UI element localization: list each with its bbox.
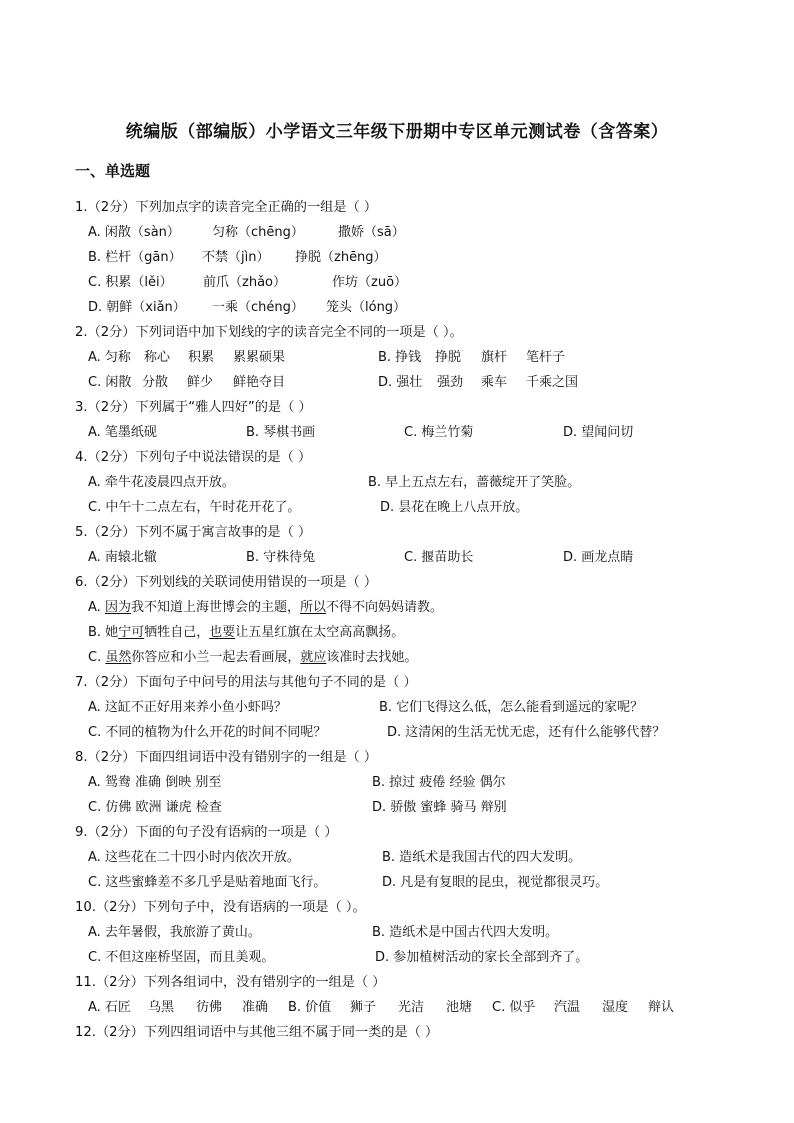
- q2-option-c: C. 闲散: [88, 375, 132, 390]
- q11-option-c-3: 湿度: [602, 1000, 629, 1015]
- q4-option-b: B. 早上五点左右，蔷薇绽开了笑脸。: [368, 475, 581, 490]
- q6-a-middle: 我不知道上海世博会的主题，: [130, 600, 300, 615]
- q1-option-a-3: 撒娇（sā）: [338, 225, 405, 240]
- q11-option-a: A. 石匠: [88, 1000, 131, 1015]
- section-heading: 一、单选题: [75, 162, 151, 180]
- q2-option-d-2: 强劲: [437, 375, 464, 390]
- q6-a-suffix: 不得不向妈妈请教。: [325, 600, 443, 615]
- q1-option-b: B. 栏杆（gān）: [88, 250, 182, 265]
- q2-option-b-3: 旗杆: [481, 350, 508, 365]
- q6-a-conj-1: 因为: [104, 600, 131, 615]
- q2-option-d-4: 千乘之国: [526, 375, 579, 390]
- q1-option-a: A. 闲散（sàn）: [88, 225, 180, 240]
- question-2-stem: 2.（2分）下列词语中加下划线的字的读音完全不同的一项是（ ）。: [75, 325, 463, 340]
- question-11-stem: 11.（2分）下列各组词中，没有错别字的一组是（ ）: [75, 975, 386, 990]
- q2-option-d: D. 强壮: [378, 375, 423, 390]
- q10-option-d: D. 参加植树活动的家长全部到齐了。: [375, 950, 589, 965]
- q7-option-a: A. 这缸不正好用来养小鱼小虾吗？: [88, 700, 287, 715]
- q1-option-d: D. 朝鲜（xiǎn）: [88, 300, 186, 315]
- q6-b-prefix: B. 她: [88, 625, 119, 640]
- q2-option-c-4: 鲜艳夺目: [233, 375, 286, 390]
- q11-option-c-4: 辩认: [648, 1000, 675, 1015]
- q9-option-c: C. 这些蜜蜂差不多几乎是贴着地面飞行。: [88, 875, 327, 890]
- q7-option-c: C. 不同的植物为什么开花的时间不同呢？: [88, 725, 327, 740]
- q2-option-b: B. 挣钱: [378, 350, 422, 365]
- q6-b-conj-2: 也要: [209, 625, 236, 640]
- q5-option-b: B. 守株待兔: [246, 550, 316, 565]
- q9-option-b: B. 造纸术是我国古代的四大发明。: [382, 850, 582, 865]
- q5-option-a: A. 南辕北辙: [88, 550, 157, 565]
- q3-option-d: D. 望闻问切: [563, 425, 634, 440]
- q2-option-c-2: 分散: [142, 375, 169, 390]
- q10-option-b: B. 造纸术是中国古代四大发明。: [372, 925, 559, 940]
- q8-option-d: D. 骄傲 蜜蜂 骑马 辩别: [372, 800, 507, 815]
- q6-c-suffix: 该准时去找她。: [326, 650, 418, 665]
- q2-option-c-3: 鲜少: [187, 375, 214, 390]
- q1-option-c-3: 作坊（zuō）: [332, 275, 408, 290]
- q1-option-d-3: 笼头（lóng）: [326, 300, 407, 315]
- q4-option-a: A. 牵牛花凌晨四点开放。: [88, 475, 235, 490]
- q1-option-d-2: 一乘（chéng）: [212, 300, 304, 315]
- q8-option-b: B. 掠过 疲倦 经验 偶尔: [372, 775, 506, 790]
- q2-option-b-4: 笔杆子: [526, 350, 566, 365]
- q6-option-b: [88, 621, 404, 640]
- q6-c-middle: 你答应和小兰一起去看画展，: [131, 650, 301, 665]
- q2-option-a-4: 累累硕果: [233, 350, 286, 365]
- q11-option-a-4: 准确: [242, 1000, 269, 1015]
- q6-option-a: [88, 596, 443, 615]
- q6-a-prefix: A.: [88, 600, 105, 615]
- page-title: 统编版（部编版）小学语文三年级下册期中专区单元测试卷（含答案）: [125, 122, 669, 142]
- q3-option-c: C. 梅兰竹菊: [404, 425, 474, 440]
- q8-option-a: A. 鸳鸯 准确 倒映 别至: [88, 775, 222, 790]
- q2-option-a-3: 积累: [188, 350, 215, 365]
- q3-option-a: A. 笔墨纸砚: [88, 425, 157, 440]
- q1-option-c-2: 前爪（zhǎo）: [203, 275, 286, 290]
- q6-b-middle: 牺牲自己，: [144, 625, 210, 640]
- question-8-stem: 8.（2分）下面四组词语中没有错别字的一组是（ ）: [75, 750, 378, 765]
- question-4-stem: 4.（2分）下列句子中说法错误的是（ ）: [75, 450, 312, 465]
- q10-option-c: C. 不但这座桥坚固，而且美观。: [88, 950, 275, 965]
- q6-c-conj-2: 就应: [300, 650, 327, 665]
- q11-option-c-2: 汽温: [554, 1000, 581, 1015]
- q3-option-b: B. 琴棋书画: [246, 425, 316, 440]
- q11-option-c: C. 似乎: [492, 1000, 536, 1015]
- q11-option-a-3: 彷佛: [196, 1000, 223, 1015]
- q4-option-c: C. 中午十二点左右，午时花开花了。: [88, 500, 301, 515]
- q4-option-d: D. 昙花在晚上八点开放。: [380, 500, 529, 515]
- q11-option-b-3: 光洁: [398, 1000, 425, 1015]
- q11-option-b: B. 价值: [288, 1000, 332, 1015]
- question-1-stem: 1.（2分）下列加点字的读音完全正确的一组是（ ）: [75, 200, 378, 215]
- question-6-stem: 6.（2分）下列划线的关联词使用错误的一项是（ ）: [75, 575, 378, 590]
- q1-option-b-2: 不禁（jìn）: [202, 250, 270, 265]
- q11-option-b-2: 狮子: [350, 1000, 377, 1015]
- q5-option-d: D. 画龙点睛: [563, 550, 634, 565]
- q11-option-a-2: 乌黑: [148, 1000, 175, 1015]
- q9-option-d: D. 凡是有复眼的昆虫，视觉都很灵巧。: [382, 875, 609, 890]
- q6-c-conj-1: 虽然: [105, 650, 132, 665]
- q7-option-d: D. 这清闲的生活无忧无虑，还有什么能够代替？: [387, 725, 666, 740]
- q6-b-conj-1: 宁可: [118, 625, 145, 640]
- q7-option-b: B. 它们飞得这么低，怎么能看到遥远的家呢？: [379, 700, 644, 715]
- question-12-stem: 12.（2分）下列四组词语中与其他三组不属于同一类的是（ ）: [75, 1025, 439, 1040]
- q9-option-a: A. 这些花在二十四小时内依次开放。: [88, 850, 300, 865]
- q8-option-c: C. 仿佛 欧洲 谦虎 检查: [88, 800, 222, 815]
- q6-option-c: [88, 646, 417, 665]
- question-3-stem: 3.（2分）下列属于“雅人四好”的是（ ）: [75, 400, 312, 415]
- question-7-stem: 7.（2分）下面句子中问号的用法与其他句子不同的是（ ）: [75, 675, 417, 690]
- q11-option-b-4: 池塘: [446, 1000, 473, 1015]
- q6-c-prefix: C.: [88, 650, 106, 665]
- q2-option-d-3: 乘车: [481, 375, 508, 390]
- q1-option-a-2: 匀称（chēng）: [212, 225, 304, 240]
- q10-option-a: A. 去年暑假，我旅游了黄山。: [88, 925, 261, 940]
- q2-option-a: A. 匀称: [88, 350, 131, 365]
- q1-option-b-3: 挣脱（zhēng）: [295, 250, 387, 265]
- q6-b-suffix: 让五星红旗在太空高高飘扬。: [235, 625, 405, 640]
- question-10-stem: 10.（2分）下列句子中，没有语病的一项是（ ）。: [75, 900, 366, 915]
- q2-option-a-2: 称心: [144, 350, 171, 365]
- q1-option-c: C. 积累（lěi）: [88, 275, 173, 290]
- q5-option-c: C. 揠苗助长: [404, 550, 474, 565]
- question-9-stem: 9.（2分）下面的句子没有语病的一项是（ ）: [75, 825, 338, 840]
- q2-option-b-2: 挣脱: [435, 350, 462, 365]
- question-5-stem: 5.（2分）下列不属于寓言故事的是（ ）: [75, 525, 312, 540]
- q6-a-conj-2: 所以: [299, 600, 326, 615]
